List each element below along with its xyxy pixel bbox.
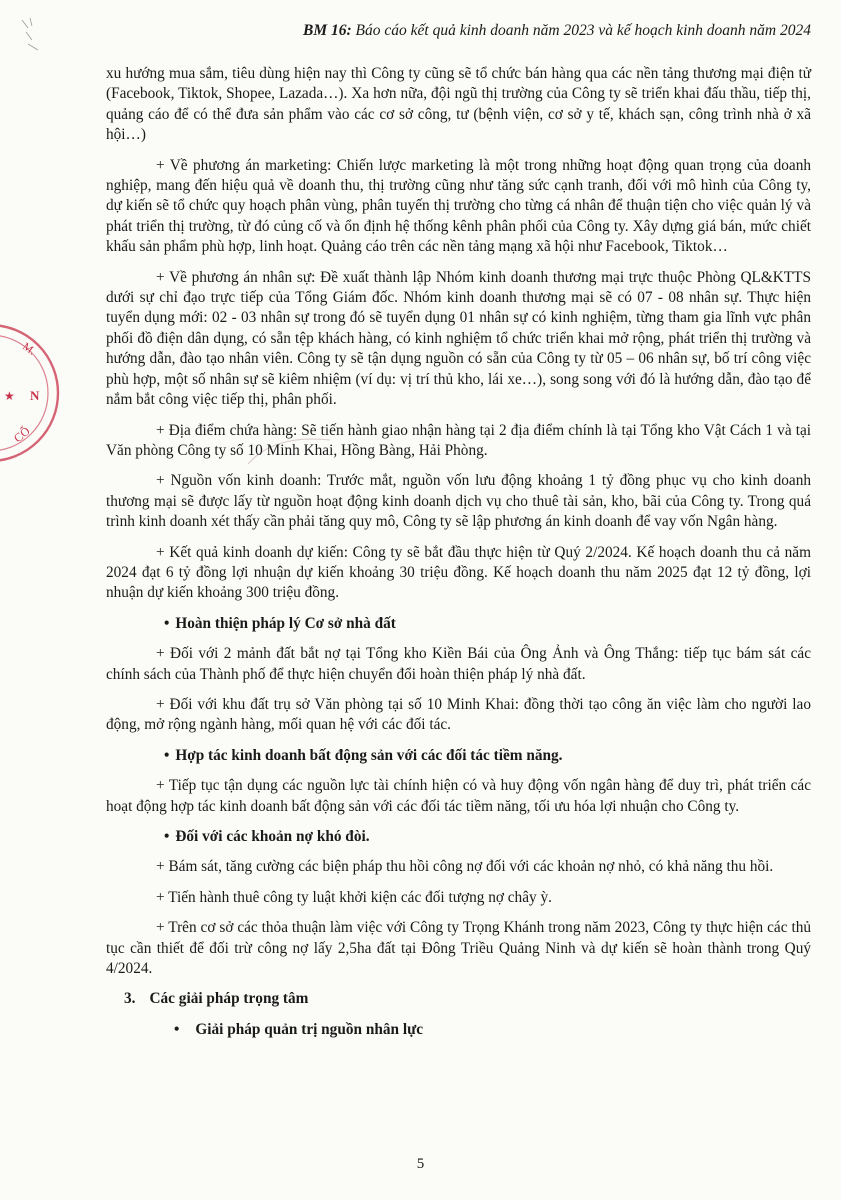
paragraph-expected-results: + Kết quả kinh doanh dự kiến: Công ty sẽ bắt đầu thực hiện từ Quý 2/2024. Kế hoạch doanh thu cả năm 2024 đạt 6 tỷ đồng lợi nhuận dự kiến khoảng 30 triệu đồng. Kế hoạch doanh thu năm 2025 đạt 12 tỷ đồng, lợi nhuận dự kiến khoảng 300 triệu đồng. bbox=[106, 543, 811, 602]
section-title: Các giải pháp trọng tâm bbox=[149, 990, 309, 1008]
page-number: 5 bbox=[416, 1156, 425, 1172]
stamp-letters-bottom: CỔ bbox=[10, 423, 33, 446]
paragraph-minh-khai-land: + Đối với khu đất trụ sở Văn phòng tại số 10 Minh Khai: đồng thời tạo công ăn việc làm cho người lao động, mở rộng ngành hàng, mối quan hệ với các đối tác. bbox=[106, 695, 811, 734]
bullet-icon: • bbox=[174, 1020, 180, 1038]
section-number: 3. bbox=[124, 990, 136, 1008]
paragraph-personnel: + Về phương án nhân sự: Đề xuất thành lập Nhóm kinh doanh thương mại trực thuộc Phòng QL&KTTS dưới sự chỉ đạo trực tiếp của Tổng Giám đốc. Nhóm kinh doanh thương mại sẽ có 07 - 08 nhân sự. Thực hiện tuyển dụng mới: 02 - 03 nhân sự trong đó sẽ tuyển dụng 01 nhân sự có kinh nghiệm, từng tham gia lĩnh vực phân phối đồ điện dân dụng, có sẵn tệp khách hàng, có kinh nghiệm tổ chức triển khai mở rộng, phát triển thị trường và hướng dẫn, đào tạo nhân viên. Công ty sẽ tận dụng nguồn có sẵn của Công ty từ 05 – 06 nhân sự, bố trí công việc phù hợp, một số nhân sự sẽ kiêm nhiệm (ví dụ: vị trí thủ kho, lái xe…), song song với đó là hướng dẫn, đào tạo để nắm bắt công việc tiếp thị, phân phối. bbox=[106, 268, 811, 409]
bullet-heading: Hoàn thiện pháp lý Cơ sở nhà đất bbox=[175, 614, 396, 632]
bullet-icon: • bbox=[164, 614, 170, 632]
bullet-hr-management bbox=[106, 1020, 811, 1040]
stamp-star-icon: ★ bbox=[4, 389, 15, 403]
bullet-heading: Đối với các khoản nợ khó đòi. bbox=[175, 828, 370, 845]
bullet-real-estate-cooperation bbox=[106, 746, 811, 766]
bullet-icon: • bbox=[164, 828, 170, 845]
paragraph-trong-khanh: + Trên cơ sở các thỏa thuận làm việc với Công ty Trọng Khánh trong năm 2023, Công ty thực hiện các thủ tục cần thiết để đối trừ công nợ lấy 2,5ha đất tại Đông Triều Quảng Ninh và dự kiến sẽ hoàn thành trong Quý 4/2024. bbox=[106, 919, 811, 978]
company-seal-stamp bbox=[0, 318, 62, 468]
paragraph-marketing: + Về phương án marketing: Chiến lược marketing là một trong những hoạt động quan trọng của doanh nghiệp, mang đến hiệu quả về doanh thu, thị trường cũng như tăng sức cạnh tranh, đối với mô hình của Công ty, dự kiến sẽ tổ chức quy hoạch phân vùng, phân tuyến thị trường cho từng cá nhân để thuận tiện cho việc quản lý và phát triển thị trường, từ đó củng cố và ổn định hệ thống kênh phân phối của Công ty. Xây dựng giá bán, mức chiết khấu sản phẩm phù hợp, linh hoạt. Quảng cáo trên các nền tảng mạng xã hội như Facebook, Tiktok… bbox=[106, 156, 811, 256]
document-body bbox=[106, 64, 811, 1040]
stamp-letter-mid: N bbox=[30, 388, 40, 403]
stamp-letters-top: M. bbox=[20, 340, 38, 358]
paragraph-capital: + Nguồn vốn kinh doanh: Trước mắt, nguồn vốn lưu động khoảng 1 tỷ đồng phục vụ cho kinh doanh thương mại sẽ được lấy từ nguồn hoạt động kinh doanh dịch vụ cho thuê tài sản, kho, bãi của Công ty. Trong quá trình kinh doanh xét thấy cần phải tăng quy mô, Công ty sẽ lập phương án kinh doanh để vay vốn Ngân hàng. bbox=[106, 472, 811, 531]
paragraph-law-firm: + Tiến hành thuê công ty luật khởi kiện các đối tượng nợ chây ỳ. bbox=[156, 888, 552, 906]
paragraph-debt-recovery: + Bám sát, tăng cường các biện pháp thu hồi công nợ đối với các khoản nợ nhỏ, có khả năng thu hồi. bbox=[156, 858, 774, 876]
section-heading-3 bbox=[106, 989, 811, 1009]
corner-scribble bbox=[8, 14, 48, 64]
header-title: Báo cáo kết quả kinh doanh năm 2023 và kế hoạch kinh doanh năm 2024 bbox=[355, 22, 811, 39]
paragraph-kien-bai-land: + Đối với 2 mảnh đất bắt nợ tại Tổng kho Kiền Bái của Ông Ảnh và Ông Thắng: tiếp tục bám sát các chính sách của Thành phố để thực hiện chuyển đổi hoàn thiện pháp lý nhà đất. bbox=[106, 645, 811, 683]
bullet-icon: • bbox=[164, 746, 170, 764]
page-header bbox=[303, 22, 811, 40]
paragraph-financial-resources: + Tiếp tục tận dụng các nguồn lực tài chính hiện có và huy động vốn ngân hàng để duy trì, phát triển các hoạt động hợp tác kinh doanh bất động sản với các đối tác tiềm năng, tối ưu hóa lợi nhuận cho Công ty. bbox=[106, 777, 811, 815]
bullet-heading: Hợp tác kinh doanh bất động sản với các đối tác tiềm năng. bbox=[175, 746, 563, 764]
form-code: BM 16: bbox=[303, 22, 352, 39]
paragraph-warehouse: + Địa điểm chứa hàng: Sẽ tiến hành giao nhận hàng tại 2 địa điểm chính là tại Tổng kho Vật Cách 1 và tại Văn phòng Công ty số 10 Minh Khai, Hồng Bàng, Hải Phòng. bbox=[106, 421, 811, 459]
bullet-heading: Giải pháp quản trị nguồn nhân lực bbox=[195, 1020, 424, 1038]
bullet-bad-debts bbox=[106, 827, 811, 847]
bullet-legal-property bbox=[106, 614, 811, 634]
paragraph-ecommerce: xu hướng mua sắm, tiêu dùng hiện nay thì Công ty cũng sẽ tổ chức bán hàng qua các nền tảng thương mại điện tử (Facebook, Tiktok, Shopee, Lazada…). Xa hơn nữa, đội ngũ thị trường của Công ty sẽ triển khai đấu thầu, tiếp thị, quảng cáo để có thể đưa sản phẩm vào các cơ sở công, tư (bệnh viện, cơ sở y tế, khách sạn, công trình nhà ở xã hội…) bbox=[106, 65, 811, 144]
